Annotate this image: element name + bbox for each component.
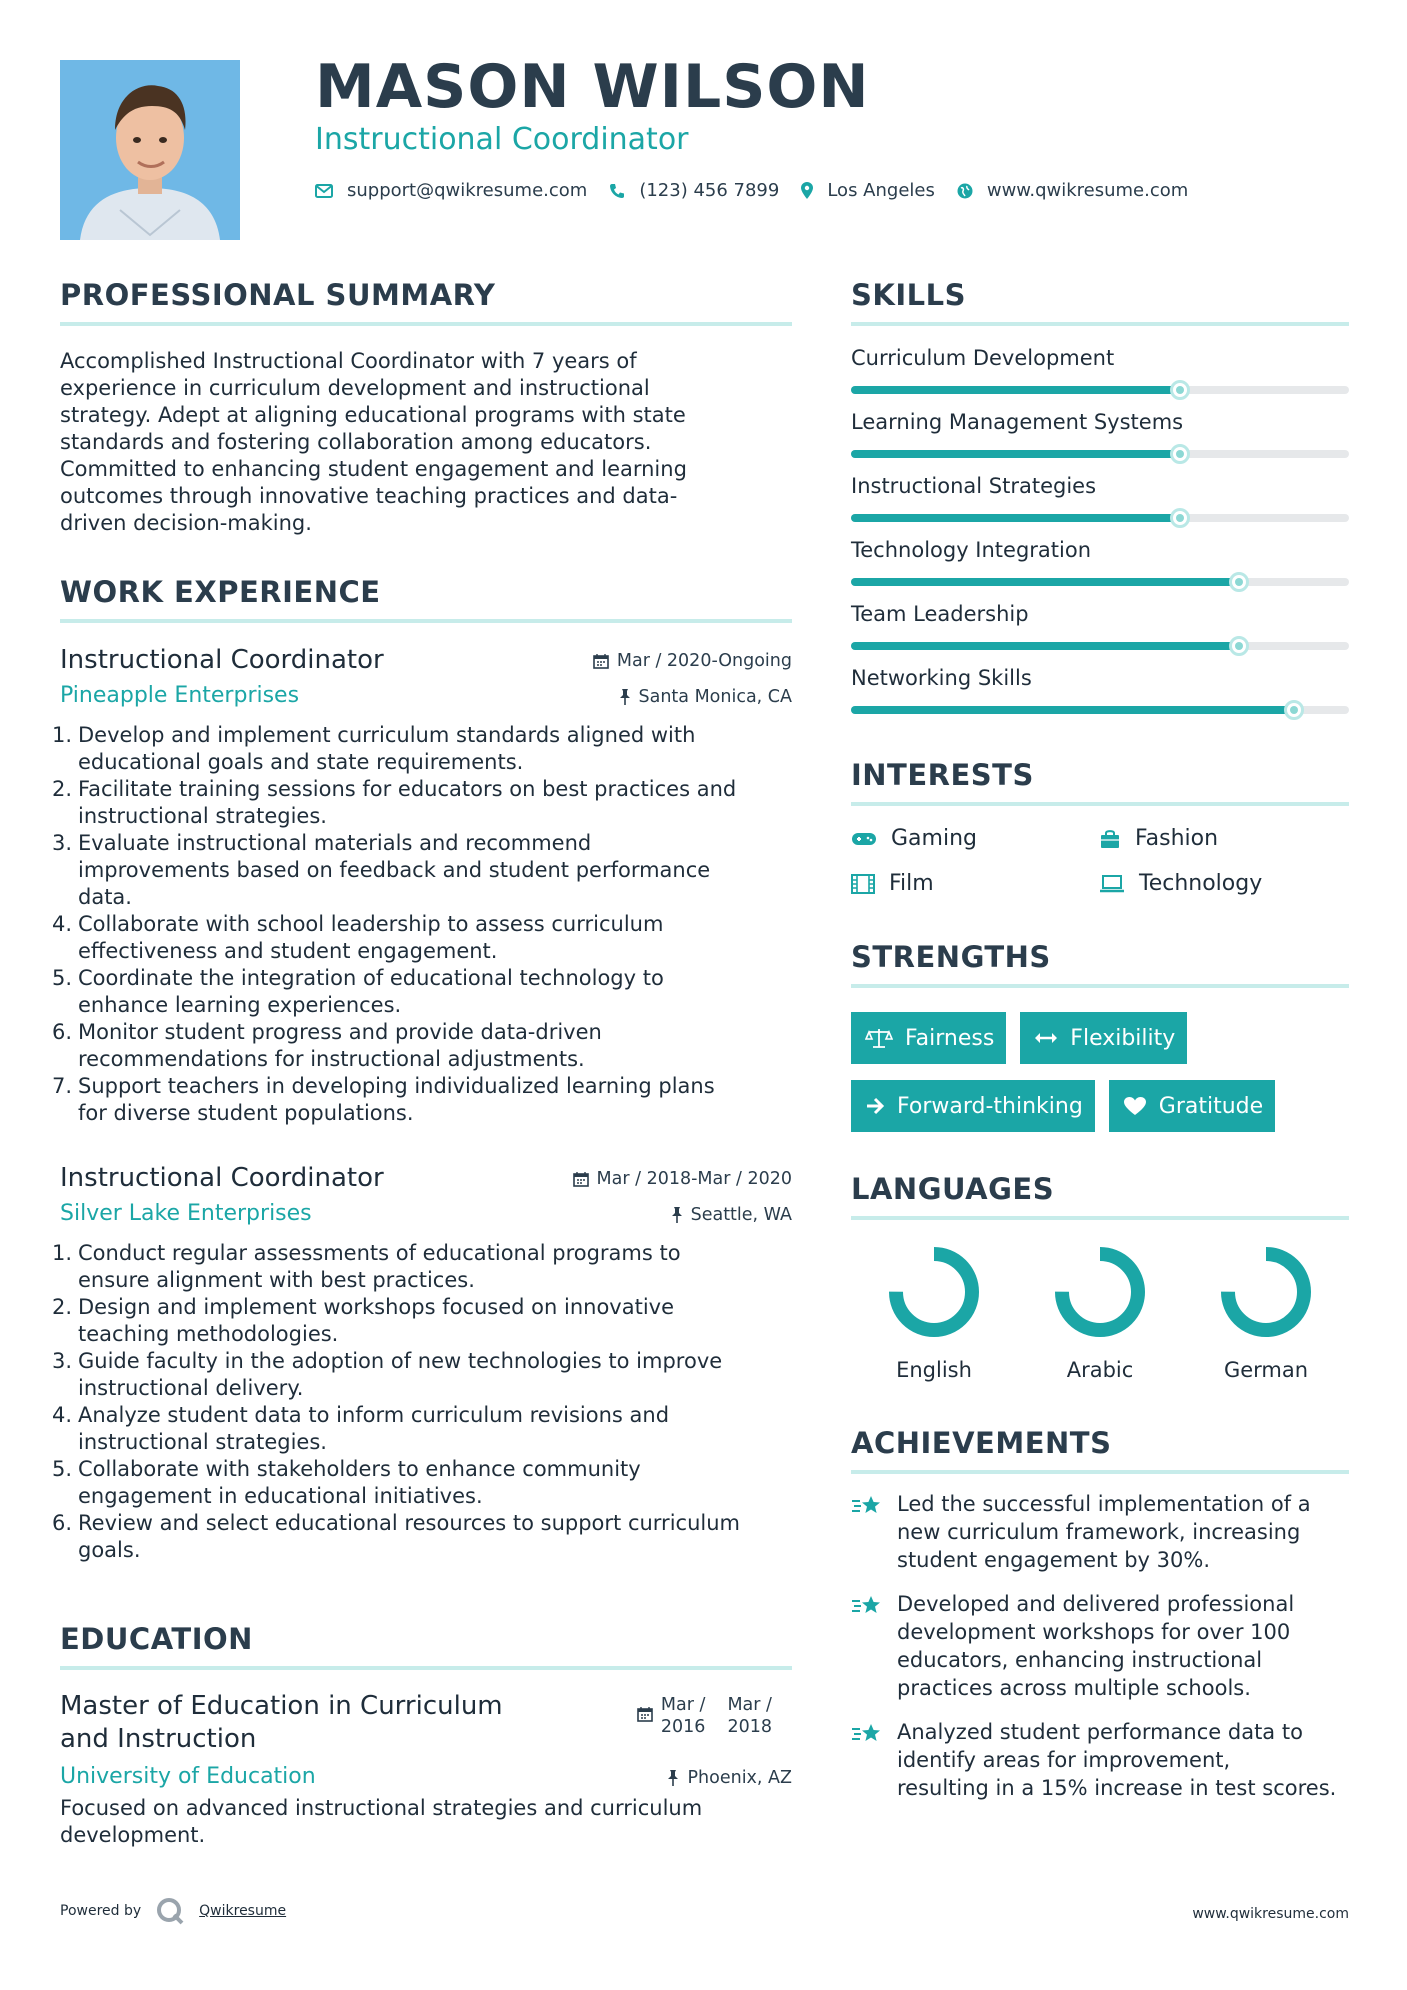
strength-tag <box>1020 1012 1187 1064</box>
summary-line: strategy. Adept at aligning educational programs with state <box>60 403 686 427</box>
section-title-achievements: ACHIEVEMENTS <box>851 1426 1112 1460</box>
achievement-line: student engagement by 30%. <box>897 1548 1211 1572</box>
job-title: Instructional Coordinator <box>60 645 384 675</box>
bullet-line: data. <box>78 885 132 909</box>
bullet-number: 2. <box>52 777 73 801</box>
date-start <box>661 1694 706 1738</box>
candidate-role: Instructional Coordinator <box>315 122 689 157</box>
list-item <box>52 1456 792 1510</box>
achievement-line: Developed and delivered professional <box>897 1592 1295 1616</box>
shooting-star-icon <box>851 1592 883 1620</box>
interests-section <box>851 758 1349 896</box>
summary-line: Accomplished Instructional Coordinator with 7 years of <box>60 349 637 373</box>
skill-name: Curriculum Development <box>851 346 1115 370</box>
section-title-languages: LANGUAGES <box>851 1172 1055 1206</box>
achievement-line: development workshops for over 100 <box>897 1620 1291 1644</box>
calendar-icon <box>593 653 609 669</box>
education-line: Focused on advanced instructional strategies and curriculum <box>60 1796 703 1820</box>
skill-bar-track <box>851 450 1349 458</box>
achievement-line: practices across multiple schools. <box>897 1676 1251 1700</box>
interest-item <box>851 871 1099 896</box>
bullet-number: 5. <box>52 966 73 990</box>
section-rule <box>60 322 792 326</box>
powered-by-text: Powered by <box>60 1903 142 1919</box>
bullet-line: Facilitate training sessions for educators on best practices and <box>78 777 737 801</box>
job-header <box>60 1163 792 1193</box>
list-item <box>52 1019 792 1073</box>
summary-section <box>60 278 792 537</box>
strength-tag <box>1109 1080 1275 1132</box>
education-description <box>60 1795 792 1849</box>
bullet-number: 4. <box>52 912 73 936</box>
date-start-line: Mar / <box>660 1695 706 1715</box>
contact-phone[interactable] <box>609 180 779 201</box>
strength-label: Fairness <box>905 1025 995 1051</box>
skill-bar-fill <box>851 706 1294 714</box>
skill-item <box>851 410 1349 458</box>
bullet-number: 3. <box>52 831 73 855</box>
strength-label: Flexibility <box>1070 1025 1176 1051</box>
calendar-icon <box>573 1171 589 1187</box>
pushpin-icon <box>619 689 631 705</box>
skill-bar-knob <box>1170 380 1190 400</box>
skill-name: Technology Integration <box>851 538 1092 562</box>
achievement-item <box>851 1490 1349 1574</box>
list-item <box>52 1073 792 1127</box>
balance-scale-icon <box>865 1027 893 1049</box>
section-title-strengths: STRENGTHS <box>851 940 1051 974</box>
language-ring <box>1218 1244 1314 1340</box>
list-item <box>52 1402 792 1456</box>
bullet-line: Monitor student progress and provide data-driven <box>78 1020 602 1044</box>
strength-label: Forward-thinking <box>897 1093 1083 1119</box>
achievements-section <box>851 1426 1349 1802</box>
section-rule <box>851 1216 1349 1220</box>
degree-line: and Instruction <box>60 1724 257 1754</box>
contact-email[interactable] <box>315 180 587 201</box>
language-level-arc <box>896 1254 972 1330</box>
achievement-text <box>897 1490 1311 1574</box>
section-title-interests: INTERESTS <box>851 758 1034 792</box>
list-item <box>52 1510 792 1564</box>
education-date <box>637 1694 772 1738</box>
bullet-line: instructional delivery. <box>78 1376 304 1400</box>
job-entry <box>52 1163 792 1564</box>
skill-bar-knob <box>1170 508 1190 528</box>
pushpin-icon <box>667 1770 679 1786</box>
strength-label: Gratitude <box>1158 1093 1264 1119</box>
heart-icon <box>1123 1096 1147 1116</box>
summary-line: driven decision-making. <box>60 511 312 535</box>
job-subheader <box>60 683 792 708</box>
arrows-horizontal-icon <box>1034 1031 1058 1045</box>
skill-bar-track <box>851 578 1349 586</box>
skills-list <box>851 346 1349 714</box>
achievement-text <box>897 1718 1336 1802</box>
skill-item <box>851 666 1349 714</box>
company-name: Pineapple Enterprises <box>60 683 300 708</box>
company-name: Silver Lake Enterprises <box>60 1201 312 1226</box>
summary-line: experience in curriculum development and instructional <box>60 376 650 400</box>
strengths-section <box>851 940 1349 1148</box>
bag-icon <box>1099 828 1121 850</box>
skill-item <box>851 602 1349 650</box>
date-end <box>727 1694 772 1738</box>
achievement-item <box>851 1718 1349 1802</box>
bullet-line: Conduct regular assessments of educational programs to <box>78 1241 681 1265</box>
skill-bar-knob <box>1229 572 1249 592</box>
degree-line: Master of Education in Curriculum <box>60 1691 503 1721</box>
interest-label: Film <box>889 871 934 896</box>
list-item <box>52 965 792 1019</box>
section-title-experience: WORK EXPERIENCE <box>60 575 381 609</box>
bullet-line: goals. <box>78 1538 141 1562</box>
experience-section <box>52 575 792 1564</box>
job-entry <box>52 645 792 1127</box>
language-level-arc <box>1228 1254 1304 1330</box>
profile-photo <box>60 60 240 240</box>
job-title: Instructional Coordinator <box>60 1163 384 1193</box>
skill-name: Team Leadership <box>851 602 1029 626</box>
section-title-skills: SKILLS <box>851 278 966 312</box>
bullet-line: Evaluate instructional materials and recommend <box>78 831 592 855</box>
interests-grid <box>851 826 1349 896</box>
bullet-number: 3. <box>52 1349 73 1373</box>
section-rule <box>851 1470 1349 1474</box>
education-subheader <box>60 1764 792 1789</box>
bullet-line: Develop and implement curriculum standards aligned with <box>78 723 696 747</box>
language-name: English <box>896 1358 972 1382</box>
job-location <box>619 687 793 707</box>
bullet-number: 6. <box>52 1511 73 1535</box>
pushpin-icon <box>671 1207 683 1223</box>
bullet-line: Coordinate the integration of educational technology to <box>78 966 664 990</box>
contact-bar <box>315 180 1210 201</box>
bullet-line: Support teachers in developing individualized learning plans <box>78 1074 715 1098</box>
skill-item <box>851 346 1349 394</box>
bullet-number: 5. <box>52 1457 73 1481</box>
language-item <box>851 1244 1017 1382</box>
summary-line: standards and fostering collaboration among educators. <box>60 430 652 454</box>
location-text: Los Angeles <box>827 180 935 201</box>
language-level-arc <box>1062 1254 1138 1330</box>
bullet-line: for diverse student populations. <box>78 1101 414 1125</box>
achievement-line: educators, enhancing instructional <box>897 1648 1263 1672</box>
achievement-line: identify areas for improvement, <box>897 1748 1231 1772</box>
achievement-line: Led the successful implementation of a <box>897 1492 1311 1516</box>
list-item <box>52 722 792 776</box>
film-icon <box>851 874 875 894</box>
bullet-line: instructional strategies. <box>78 804 327 828</box>
gamepad-icon <box>851 831 877 847</box>
skill-bar-fill <box>851 514 1180 522</box>
degree-title <box>60 1690 503 1756</box>
interest-label: Gaming <box>891 826 977 851</box>
languages-list <box>851 1244 1349 1382</box>
arrow-right-icon <box>865 1097 885 1115</box>
job-date-text: Mar / 2018-Mar / 2020 <box>596 1169 792 1189</box>
bullet-line: improvements based on feedback and student performance <box>78 858 711 882</box>
date-end-line: Mar / <box>727 1695 772 1715</box>
date-end-line: 2018 <box>727 1717 772 1737</box>
interest-item <box>851 826 1099 851</box>
achievement-line: resulting in a 15% increase in test scores. <box>897 1776 1337 1800</box>
achievements-list <box>851 1490 1349 1802</box>
language-ring <box>1052 1244 1148 1340</box>
bullet-line: Review and select educational resources to support curriculum <box>78 1511 740 1535</box>
bullet-line: ensure alignment with best practices. <box>78 1268 475 1292</box>
school-name: University of Education <box>60 1764 316 1789</box>
list-item <box>52 1240 792 1294</box>
skill-bar-track <box>851 642 1349 650</box>
bullet-line: engagement in educational initiatives. <box>78 1484 483 1508</box>
achievement-text <box>897 1590 1294 1702</box>
bullet-line: educational goals and state requirements. <box>78 750 524 774</box>
footer-website[interactable]: www.qwikresume.com <box>1192 1906 1349 1922</box>
shooting-star-icon <box>851 1720 883 1748</box>
skill-bar-knob <box>1284 700 1304 720</box>
language-name: German <box>1223 1358 1309 1382</box>
education-location-text: Phoenix, AZ <box>687 1768 792 1788</box>
bullet-number: 7. <box>52 1074 73 1098</box>
interest-label: Technology <box>1139 871 1263 896</box>
contact-website[interactable] <box>957 180 1188 201</box>
summary-text <box>60 348 792 537</box>
skill-bar-track <box>851 386 1349 394</box>
skill-bar-track <box>851 706 1349 714</box>
email-text: support@qwikresume.com <box>347 180 588 201</box>
shooting-star-icon <box>851 1492 883 1520</box>
section-rule <box>851 322 1349 326</box>
bullet-line: Collaborate with school leadership to assess curriculum <box>78 912 664 936</box>
section-rule <box>60 1666 792 1670</box>
section-rule <box>851 802 1349 806</box>
bullet-line: Collaborate with stakeholders to enhance community <box>78 1457 641 1481</box>
job-date-text: Mar / 2020-Ongoing <box>616 651 792 671</box>
section-rule <box>851 984 1349 988</box>
section-title-education: EDUCATION <box>60 1622 253 1656</box>
section-rule <box>60 619 792 623</box>
job-location-text: Santa Monica, CA <box>638 687 792 707</box>
qwikresume-logo-icon <box>155 1896 185 1926</box>
language-item <box>1017 1244 1183 1382</box>
list-item <box>52 776 792 830</box>
education-line: development. <box>60 1823 206 1847</box>
strength-tag <box>851 1080 1095 1132</box>
language-ring <box>886 1244 982 1340</box>
education-location <box>667 1768 792 1788</box>
achievement-item <box>851 1590 1349 1702</box>
summary-line: Committed to enhancing student engagement and learning <box>60 457 687 481</box>
skill-name: Learning Management Systems <box>851 410 1184 434</box>
website-text: www.qwikresume.com <box>986 180 1189 201</box>
interest-item <box>1099 826 1347 851</box>
job-date <box>593 651 792 671</box>
achievement-line: new curriculum framework, increasing <box>897 1520 1301 1544</box>
footer-powered-by <box>60 1896 286 1926</box>
language-name: Arabic <box>1066 1358 1134 1382</box>
strengths-tags <box>851 1012 1349 1148</box>
skill-bar-knob <box>1170 444 1190 464</box>
bullet-line: Design and implement workshops focused on innovative <box>78 1295 675 1319</box>
language-item <box>1183 1244 1349 1382</box>
languages-section <box>851 1172 1349 1382</box>
job-subheader <box>60 1201 792 1226</box>
education-header <box>60 1690 792 1756</box>
bullet-number: 1. <box>52 1241 73 1265</box>
right-column <box>851 278 1349 1802</box>
phone-icon <box>609 183 625 199</box>
achievement-line: Analyzed student performance data to <box>897 1720 1303 1744</box>
job-bullets <box>52 1240 792 1564</box>
skill-bar-fill <box>851 386 1180 394</box>
contact-location <box>801 180 935 201</box>
summary-line: outcomes through innovative teaching practices and data- <box>60 484 678 508</box>
bullet-line: effectiveness and student engagement. <box>78 939 498 963</box>
bullet-line: recommendations for instructional adjustments. <box>78 1047 585 1071</box>
section-title-summary: PROFESSIONAL SUMMARY <box>60 278 496 312</box>
skill-bar-knob <box>1229 636 1249 656</box>
job-location <box>671 1205 792 1225</box>
phone-text: (123) 456 7899 <box>639 180 780 201</box>
skills-section <box>851 278 1349 714</box>
skill-name: Networking Skills <box>851 666 1032 690</box>
skill-item <box>851 538 1349 586</box>
interest-label: Fashion <box>1135 826 1219 851</box>
skill-bar-fill <box>851 578 1239 586</box>
skill-item <box>851 474 1349 522</box>
date-start-line: 2016 <box>660 1717 706 1737</box>
bullet-number: 2. <box>52 1295 73 1319</box>
bullet-line: enhance learning experiences. <box>78 993 402 1017</box>
bullet-line: Guide faculty in the adoption of new technologies to improve <box>78 1349 723 1373</box>
left-column <box>52 278 792 1849</box>
job-location-text: Seattle, WA <box>690 1205 792 1225</box>
list-item <box>52 830 792 911</box>
brand-link[interactable]: Qwikresume <box>199 1903 287 1919</box>
job-header <box>60 645 792 675</box>
bullet-line: teaching methodologies. <box>78 1322 339 1346</box>
list-item <box>52 1348 792 1402</box>
skill-name: Instructional Strategies <box>851 474 1097 498</box>
skill-bar-fill <box>851 450 1180 458</box>
skill-bar-fill <box>851 642 1239 650</box>
job-date <box>573 1169 792 1189</box>
bullet-line: instructional strategies. <box>78 1430 327 1454</box>
laptop-icon <box>1099 875 1125 893</box>
envelope-icon <box>315 184 333 198</box>
education-section <box>60 1622 792 1849</box>
bullet-line: Analyze student data to inform curriculum revisions and <box>78 1403 670 1427</box>
map-pin-icon <box>801 182 813 199</box>
skill-bar-track <box>851 514 1349 522</box>
bullet-number: 1. <box>52 723 73 747</box>
interest-item <box>1099 871 1347 896</box>
calendar-icon <box>637 1706 653 1722</box>
list-item <box>52 1294 792 1348</box>
list-item <box>52 911 792 965</box>
globe-icon <box>957 183 973 199</box>
bullet-number: 6. <box>52 1020 73 1044</box>
strength-tag <box>851 1012 1006 1064</box>
job-bullets <box>52 722 792 1127</box>
bullet-number: 4. <box>52 1403 73 1427</box>
candidate-name: MASON WILSON <box>315 52 870 122</box>
